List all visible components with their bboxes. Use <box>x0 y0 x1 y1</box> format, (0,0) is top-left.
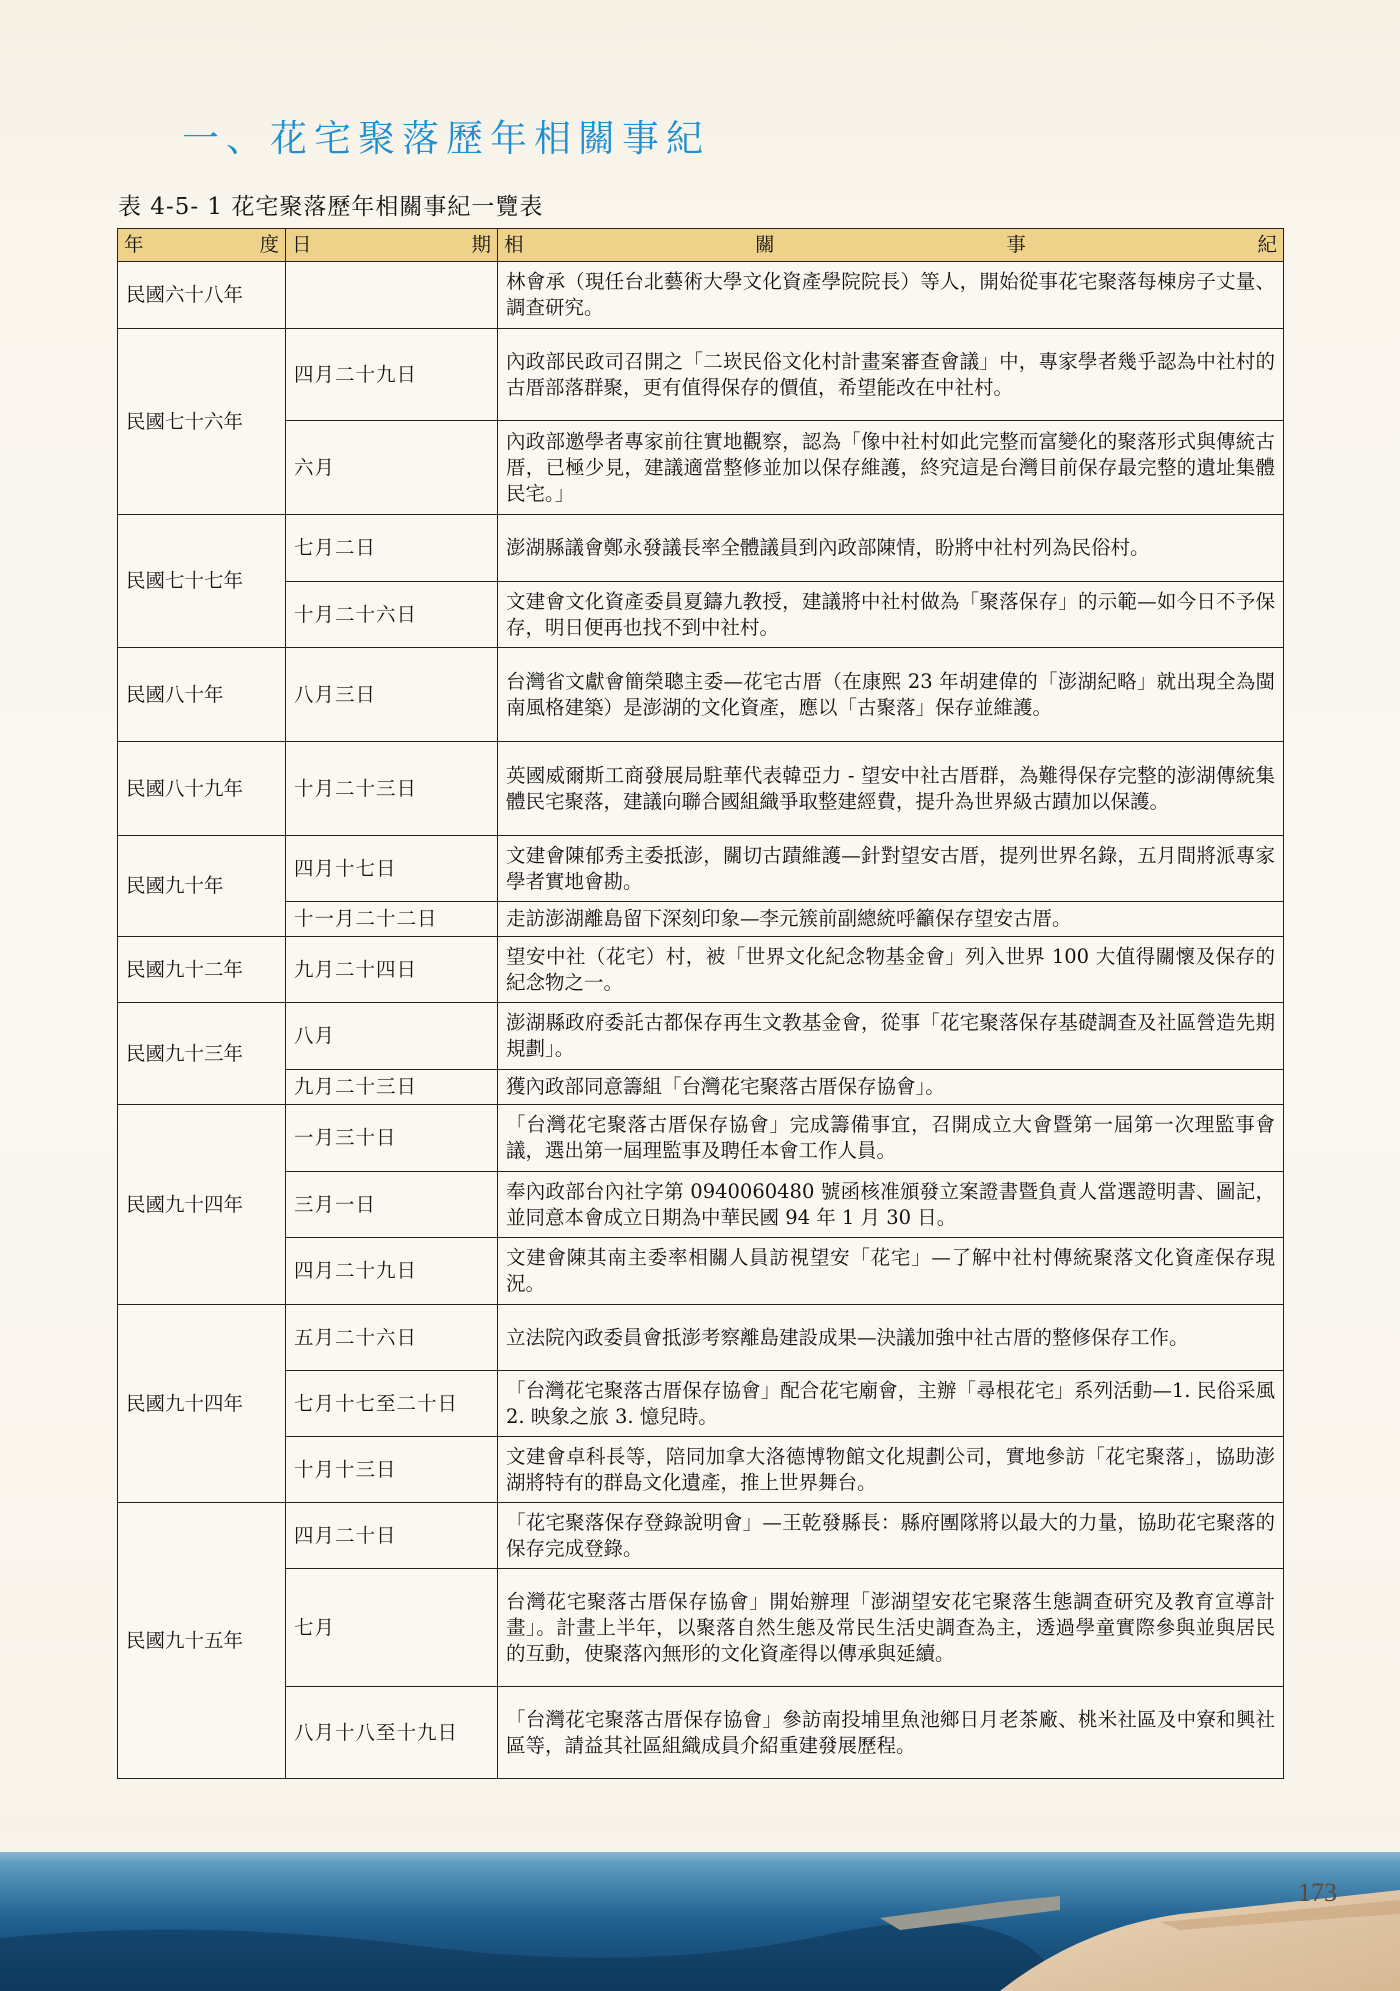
date-cell: 七月十七至二十日 <box>286 1371 498 1437</box>
description-cell: 「台灣花宅聚落古厝保存協會」完成籌備事宜，召開成立大會暨第一屆第一次理監事會議，選出第一屆理監事及聘任本會工作人員。 <box>498 1105 1284 1172</box>
events-table <box>117 228 1284 1779</box>
table-row <box>118 836 1284 902</box>
table-row <box>118 1687 1284 1779</box>
year-cell: 民國九十四年 <box>118 1105 286 1305</box>
table-row <box>118 262 1284 329</box>
header-year <box>118 229 286 262</box>
description-cell: 文建會卓科長等，陪同加拿大洛德博物館文化規劃公司，實地參訪「花宅聚落」，協助澎湖將特有的群島文化遺產，推上世界舞台。 <box>498 1437 1284 1503</box>
date-cell <box>286 262 498 329</box>
description-cell: 澎湖縣議會鄭永發議長率全體議員到內政部陳情，盼將中社村列為民俗村。 <box>498 515 1284 582</box>
description-cell: 台灣省文獻會簡榮聰主委—花宅古厝（在康熙 23 年胡建偉的「澎湖紀略」就出現全為閩南風格建築）是澎湖的文化資產，應以「古聚落」保存並維護。 <box>498 648 1284 742</box>
description-cell: 文建會陳其南主委率相關人員訪視望安「花宅」—了解中社村傳統聚落文化資產保存現況。 <box>498 1238 1284 1305</box>
table-row <box>118 1305 1284 1371</box>
header-date-char: 期 <box>471 233 491 256</box>
header-description <box>498 229 1284 262</box>
date-cell: 八月三日 <box>286 648 498 742</box>
header-year-char: 年 <box>124 233 144 256</box>
date-cell: 八月 <box>286 1003 498 1070</box>
table-header-row <box>118 229 1284 262</box>
year-cell: 民國六十八年 <box>118 262 286 329</box>
date-cell: 三月一日 <box>286 1172 498 1238</box>
date-cell: 八月十八至十九日 <box>286 1687 498 1779</box>
date-cell: 十月十三日 <box>286 1437 498 1503</box>
description-cell: 「台灣花宅聚落古厝保存協會」參訪南投埔里魚池鄉日月老茶廠、桃米社區及中寮和興社區等，請益其社區組織成員介紹重建發展歷程。 <box>498 1687 1284 1779</box>
description-cell: 台灣花宅聚落古厝保存協會」開始辦理「澎湖望安花宅聚落生態調查研究及教育宣導計畫」。計畫上半年，以聚落自然生態及常民生活史調查為主，透過學童實際參與並與居民的互動，使聚落內無形的文化資產得以傳承與延續。 <box>498 1569 1284 1687</box>
header-desc-char: 紀 <box>1257 233 1277 256</box>
header-desc-char: 事 <box>1006 233 1026 256</box>
table-row <box>118 1437 1284 1503</box>
table-row <box>118 1070 1284 1105</box>
table-row <box>118 1371 1284 1437</box>
date-cell: 一月三十日 <box>286 1105 498 1172</box>
table-row <box>118 1238 1284 1305</box>
date-cell: 四月二十九日 <box>286 329 498 421</box>
table-row <box>118 902 1284 937</box>
header-date <box>286 229 498 262</box>
year-cell: 民國七十六年 <box>118 329 286 515</box>
date-cell: 九月二十四日 <box>286 937 498 1003</box>
description-cell: 立法院內政委員會抵澎考察離島建設成果—決議加強中社古厝的整修保存工作。 <box>498 1305 1284 1371</box>
date-cell: 十一月二十二日 <box>286 902 498 937</box>
page-title: 一、花宅聚落歷年相關事紀 <box>182 117 710 160</box>
table-row <box>118 515 1284 582</box>
table-row <box>118 329 1284 421</box>
table-row <box>118 937 1284 1003</box>
table-row <box>118 421 1284 515</box>
year-cell: 民國九十年 <box>118 836 286 937</box>
header-year-char: 度 <box>259 233 279 256</box>
year-cell: 民國八十年 <box>118 648 286 742</box>
table-row <box>118 582 1284 648</box>
description-cell: 「台灣花宅聚落古厝保存協會」配合花宅廟會，主辦「尋根花宅」系列活動—1. 民俗采風 2. 映象之旅 3. 憶兒時。 <box>498 1371 1284 1437</box>
date-cell: 六月 <box>286 421 498 515</box>
date-cell: 四月二十日 <box>286 1503 498 1569</box>
table-row <box>118 1105 1284 1172</box>
date-cell: 十月二十三日 <box>286 742 498 836</box>
table-caption: 表 4-5- 1 花宅聚落歷年相關事紀一覽表 <box>118 194 544 220</box>
table-row <box>118 1569 1284 1687</box>
date-cell: 四月十七日 <box>286 836 498 902</box>
coastal-scenery <box>0 1818 1400 1991</box>
table-row <box>118 1003 1284 1070</box>
date-cell: 五月二十六日 <box>286 1305 498 1371</box>
year-cell: 民國九十四年 <box>118 1305 286 1503</box>
date-cell: 七月 <box>286 1569 498 1687</box>
description-cell: 林會承（現任台北藝術大學文化資產學院院長）等人，開始從事花宅聚落每棟房子丈量、調查研究。 <box>498 262 1284 329</box>
description-cell: 走訪澎湖離島留下深刻印象—李元簇前副總統呼籲保存望安古厝。 <box>498 902 1284 937</box>
description-cell: 內政部邀學者專家前往實地觀察，認為「像中社村如此完整而富變化的聚落形式與傳統古厝，已極少見，建議適當整修並加以保存維護，終究這是台灣目前保存最完整的遺址集體民宅。」 <box>498 421 1284 515</box>
header-date-char: 日 <box>292 233 312 256</box>
events-body <box>118 262 1284 1779</box>
header-desc-char: 關 <box>755 233 775 256</box>
table-row <box>118 742 1284 836</box>
year-cell: 民國九十五年 <box>118 1503 286 1779</box>
description-cell: 英國威爾斯工商發展局駐華代表韓亞力 - 望安中社古厝群，為難得保存完整的澎湖傳統集體民宅聚落，建議向聯合國組織爭取整建經費，提升為世界級古蹟加以保護。 <box>498 742 1284 836</box>
year-cell: 民國八十九年 <box>118 742 286 836</box>
year-cell: 民國七十七年 <box>118 515 286 648</box>
date-cell: 九月二十三日 <box>286 1070 498 1105</box>
description-cell: 「花宅聚落保存登錄說明會」—王乾發縣長：縣府團隊將以最大的力量，協助花宅聚落的保存完成登錄。 <box>498 1503 1284 1569</box>
description-cell: 內政部民政司召開之「二崁民俗文化村計畫案審查會議」中，專家學者幾乎認為中社村的古厝部落群聚，更有值得保存的價值，希望能改在中社村。 <box>498 329 1284 421</box>
description-cell: 奉內政部台內社字第 0940060480 號函核准頒發立案證書暨負責人當選證明書、圖記，並同意本會成立日期為中華民國 94 年 1 月 30 日。 <box>498 1172 1284 1238</box>
description-cell: 望安中社（花宅）村，被「世界文化紀念物基金會」列入世界 100 大值得關懷及保存的紀念物之一。 <box>498 937 1284 1003</box>
table-row <box>118 1503 1284 1569</box>
description-cell: 澎湖縣政府委託古都保存再生文教基金會，從事「花宅聚落保存基礎調查及社區營造先期規劃」。 <box>498 1003 1284 1070</box>
description-cell: 文建會陳郁秀主委抵澎，關切古蹟維護—針對望安古厝，提列世界名錄，五月間將派專家學者實地會勘。 <box>498 836 1284 902</box>
date-cell: 十月二十六日 <box>286 582 498 648</box>
header-desc-char: 相 <box>504 233 524 256</box>
description-cell: 文建會文化資產委員夏鑄九教授，建議將中社村做為「聚落保存」的示範—如今日不予保存，明日便再也找不到中社村。 <box>498 582 1284 648</box>
table-row <box>118 1172 1284 1238</box>
year-cell: 民國九十三年 <box>118 1003 286 1105</box>
page-number: 173 <box>1298 1878 1337 1907</box>
table-row <box>118 648 1284 742</box>
year-cell: 民國九十二年 <box>118 937 286 1003</box>
date-cell: 七月二日 <box>286 515 498 582</box>
description-cell: 獲內政部同意籌組「台灣花宅聚落古厝保存協會」。 <box>498 1070 1284 1105</box>
date-cell: 四月二十九日 <box>286 1238 498 1305</box>
